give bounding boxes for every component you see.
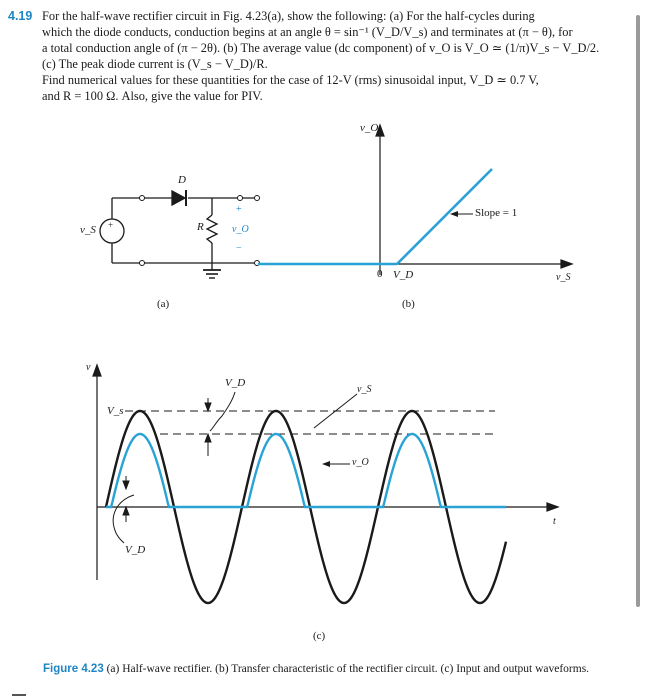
problem-line-2: which the diode conducts, conduction begins at an angle θ = sin⁻¹ (V_D/V_s) and terminates at (π − θ), for [42,25,573,39]
problem-line-1: For the half-wave rectifier circuit in Fig. 4.23(a), show the following: (a) For the half-cycles during [42,9,535,23]
caption-figure-number: Figure 4.23 [43,663,104,675]
t-axis-arrow [547,503,558,511]
vd-top-label: V_D [225,377,246,389]
vs-peak-label: V_s [107,405,124,417]
vs-axis-label: v_S [556,272,571,283]
resistor-label: R [197,221,204,233]
diode-label: D [178,174,186,186]
figure-a-label: (a) [157,298,170,310]
vs-curve-label: v_S [357,384,372,395]
figure-c-label: (c) [313,630,326,642]
vertical-scrollbar[interactable] [636,15,640,607]
output-label: v_O [232,224,249,235]
t-axis-label: t [553,516,556,527]
source-label: v_S [80,224,96,236]
vo-curve-label: v_O [352,457,369,468]
caption-text: (a) Half-wave rectifier. (b) Transfer characteristic of the rectifier circuit. (c) Input and output waveforms. [106,663,590,675]
v-axis-arrow [93,365,101,376]
problem-line-4: (c) The peak diode current is (V_s − V_D)/R. [42,57,268,71]
v-axis-label: v [86,362,91,373]
output-plus-sign: + [236,204,242,215]
problem-number: 4.19 [8,9,33,23]
origin-label: 0 [377,268,383,280]
source-plus-sign: + [108,220,114,230]
vo-axis-label: v_O [360,122,379,134]
problem-line-3: a total conduction angle of (π − 2θ). (b) The average value (dc component) of v_O is V_O ≃ (1/π)V_s − V_D/2. [42,41,600,55]
page-edge-mark [12,694,26,696]
figure-caption [43,662,618,677]
output-minus-sign: − [236,243,242,254]
figure-b-label: (b) [402,298,415,310]
vd-bottom-label: V_D [125,544,146,556]
problem-line-6: and R = 100 Ω. Also, give the value for PIV. [42,89,263,103]
vd-top-annotation [205,392,235,456]
slope-label: Slope = 1 [475,207,518,219]
problem-line-5: Find numerical values for these quantities for the case of 12-V (rms) sinusoidal input, V_D ≃ 0.7 V, [42,73,539,87]
knee-label: V_D [393,269,414,281]
